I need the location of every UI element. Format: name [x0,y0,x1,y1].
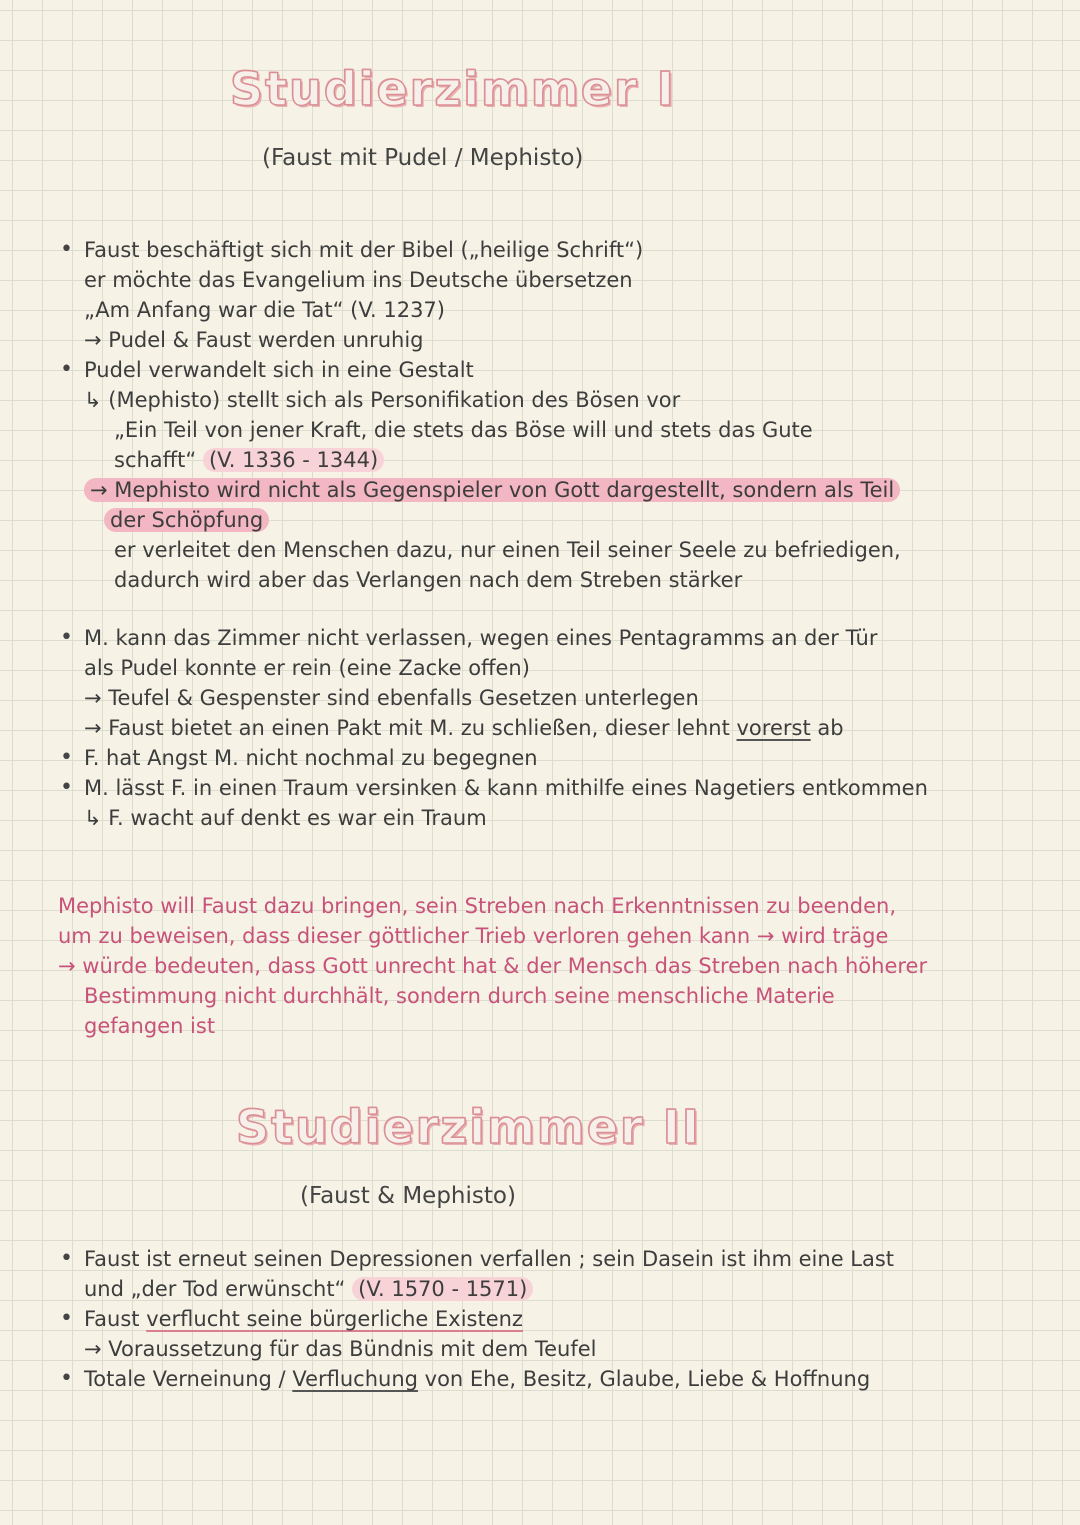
note-line [84,714,844,742]
bullet-dot: • [60,237,73,262]
bullet-dot: • [60,625,73,650]
subtitle-1: (Faust mit Pudel / Mephisto) [262,145,584,171]
bullet-dot: • [60,357,73,382]
text: Faust [84,1307,140,1331]
summary-line: Bestimmung nicht durchhält, sondern durch seine menschliche Materie [84,984,835,1008]
text: von Ehe, Besitz, Glaube, Liebe & Hoffnung [424,1367,871,1391]
note-line [84,1275,533,1303]
quote-line [114,446,384,474]
summary-line: um zu beweisen, dass dieser göttlicher Trieb verloren gehen kann → wird träge [58,924,889,948]
quote-line: „Ein Teil von jener Kraft, die stets das Böse will und stets das Gute [114,418,813,442]
underlined-word: vorerst [736,716,811,740]
note-line: M. lässt F. in einen Traum versinken & kann mithilfe eines Nagetiers entkommen [84,776,928,800]
note-line [84,1365,870,1393]
note-line: er verleitet den Menschen dazu, nur einen Teil seiner Seele zu befriedigen, [114,538,901,562]
highlight: der Schöpfung [104,508,269,532]
note-line: Faust beschäftigt sich mit der Bibel („heilige Schrift“) [84,238,644,262]
note-line: → Teufel & Gespenster sind ebenfalls Gesetzen unterlegen [84,686,699,710]
quote: und „der Tod erwünscht“ [84,1277,346,1301]
note-line: er möchte das Evangelium ins Deutsche übersetzen [84,268,633,292]
note-line: Faust ist erneut seinen Depressionen verfallen ; sein Dasein ist ihm eine Last [84,1247,895,1271]
quote-line: „Am Anfang war die Tat“ (V. 1237) [84,298,445,322]
note-line: als Pudel konnte er rein (eine Zacke offen) [84,656,530,680]
verse-ref: (V. 1570 - 1571) [352,1277,533,1301]
bullet-dot: • [60,1366,73,1391]
summary-line: gefangen ist [84,1014,216,1038]
note-line: M. kann das Zimmer nicht verlassen, wegen eines Pentagramms an der Tür [84,626,878,650]
highlight: → Mephisto wird nicht als Gegenspieler von Gott dargestellt, sondern als Teil [84,478,900,502]
quote-end: schafft“ [114,448,197,472]
bullet-dot: • [60,1246,73,1271]
title-studierzimmer-1: Studierzimmer I [230,62,676,116]
text: ab [817,716,844,740]
summary-line: Mephisto will Faust dazu bringen, sein Streben nach Erkenntnissen zu beenden, [58,894,896,918]
note-line: Pudel verwandelt sich in eine Gestalt [84,358,474,382]
highlighted-line [104,506,269,534]
text: Totale Verneinung / [84,1367,286,1391]
summary-line: → würde bedeuten, dass Gott unrecht hat & der Mensch das Streben nach höherer [58,954,928,978]
bullet-dot: • [60,775,73,800]
note-line: F. hat Angst M. nicht nochmal zu begegnen [84,746,538,770]
underlined-phrase: verflucht seine bürgerliche Existenz [146,1307,523,1331]
subtitle-2: (Faust & Mephisto) [300,1183,516,1209]
text: → Faust bietet an einen Pakt mit M. zu schließen, dieser lehnt [84,716,730,740]
highlighted-line [84,476,900,504]
bullet-dot: • [60,1306,73,1331]
title-studierzimmer-2: Studierzimmer II [236,1100,701,1154]
note-line: → Pudel & Faust werden unruhig [84,328,424,352]
note-line: → Voraussetzung für das Bündnis mit dem Teufel [84,1337,597,1361]
note-line: ↳ (Mephisto) stellt sich als Personifikation des Bösen vor [84,388,681,412]
underlined-word: Verfluchung [292,1367,418,1391]
verse-ref: (V. 1336 - 1344) [203,448,384,472]
bullet-dot: • [60,745,73,770]
note-line: dadurch wird aber das Verlangen nach dem Streben stärker [114,568,743,592]
note-line: ↳ F. wacht auf denkt es war ein Traum [84,806,487,830]
note-line [84,1305,523,1333]
